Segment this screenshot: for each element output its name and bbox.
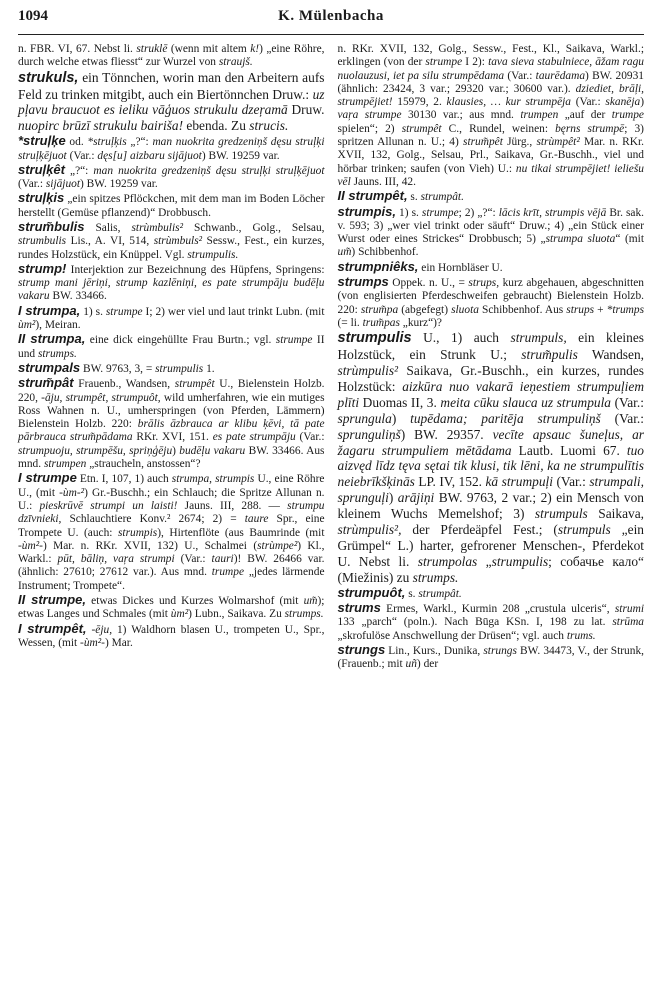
dictionary-entry <box>338 643 645 672</box>
entry-text: (Var.: <box>504 69 536 82</box>
italic-text: strumpulis. <box>187 248 239 261</box>
italic-text: uz pļavu braucuot es ieliku vāģuos strukulu dzeŗamā <box>18 86 325 118</box>
italic-text: taurēdama <box>535 69 586 82</box>
entry-text: Etn. I, 107, 1) auch <box>76 473 172 486</box>
italic-text: strùmpe² <box>257 539 298 552</box>
entry-text: BW. 33466. <box>49 290 107 303</box>
entry-text: „ein spitzes Pflöckchen, mit dem man im Boden Löcher herstellt (Gemüse pflanzend)“ Drobbusch. <box>18 193 325 219</box>
entry-text: U., Bielenstein Holzb. 220, <box>18 378 325 404</box>
entry-text: 15979, 2. <box>392 96 447 109</box>
dictionary-entry <box>338 586 645 601</box>
italic-text: nuopirc brūzī strukulu bairiša! <box>18 118 184 134</box>
running-head: K. Mülenbacha <box>278 8 384 24</box>
italic-text: aizkūra nuo vakarā ieņestiem strumpuļiem plīti <box>337 378 644 410</box>
italic-text: trumpe <box>611 109 644 122</box>
entry-text: ) BW. 29357. <box>400 426 493 442</box>
italic-text: tupēdama; paritēja strumpuliņš <box>410 410 601 426</box>
entry-text: 1) s. <box>80 305 106 318</box>
entry-text: LP. IV, 152. <box>414 474 486 490</box>
entry-text: Nebst li. <box>93 43 137 55</box>
entry-text: „ <box>477 553 492 569</box>
entry-text: wild umherfahren, wie ein mutiges Ross Wahnen n. U., umherspringen (von Pferden, Lämmern) Bielenstein Holzb. 220: <box>18 391 325 431</box>
italic-text: tuo aizvęd līdz tęva sętai tik klusi, tik lēni, ka ne strumpulītis neiebrīkšķinās <box>337 442 644 490</box>
italic-text: strumpe <box>275 334 313 347</box>
entry-text: ) Mar. n. RKr. XVII, 132) U., Schalmei ( <box>42 539 258 552</box>
entry-headword: II strumpêt, <box>337 188 408 204</box>
entry-text: ein kleines Holzstück, ein Strunk U.; <box>337 330 644 363</box>
entry-text: I 2): <box>462 56 489 69</box>
entry-text: n. FBR. VI, 67. <box>18 43 94 55</box>
italic-text: strumpe <box>425 56 463 69</box>
italic-text: dziediet, brāļi, strumpējiet! <box>337 82 645 109</box>
italic-text: arājiņi <box>397 490 435 506</box>
header-rule <box>18 34 644 35</box>
entry-text: 1) Waldhorn blasen U., trompeten U., Spr., Wessen, (mit <box>18 623 325 649</box>
italic-text: -ùm²- <box>18 539 43 552</box>
entry-headword: strukuls, <box>18 69 79 86</box>
italic-text: um̃ <box>337 246 352 259</box>
entry-headword: I strumpêt, <box>18 620 87 636</box>
entry-text: der Pferdeäpfel Fest.; ( <box>401 522 558 538</box>
dictionary-entry <box>18 304 325 333</box>
entry-text: )! BW. 26466 var. (ähnlich: 27610; 27612 var.). Aus mnd. <box>18 553 325 579</box>
dictionary-entry <box>18 262 325 304</box>
italic-text: strumpât. <box>420 191 464 204</box>
entry-text: ) <box>391 410 411 426</box>
entry-text: „ein Grümpel“ L.) harter, gefrorener Menschen-, Pferdekot U. Nebst li. <box>337 522 644 569</box>
italic-text: strups <box>566 303 595 316</box>
entry-text: „straucheln, anstossen“? <box>86 458 201 471</box>
dictionary-entry <box>18 220 325 262</box>
entry-text: (wenn mit altem <box>167 43 251 55</box>
italic-text: struklē <box>136 43 168 55</box>
entry-text: Schibbenhof. Aus <box>478 303 567 316</box>
entry-text: ) <box>388 490 398 506</box>
page-number: 1094 <box>18 8 48 24</box>
italic-text: strumpali, sprunguļi <box>337 474 644 506</box>
italic-text: vaŗa strumpe <box>337 109 402 122</box>
dictionary-entry <box>18 361 325 376</box>
italic-text: strumpis <box>117 526 158 539</box>
italic-text: skanēja <box>605 96 641 109</box>
italic-text: sprungula <box>337 410 392 426</box>
italic-text: strumps. <box>284 608 324 621</box>
entry-text: n. RKr. XVII, 132, Golg., Sessw., Fest., Kl., Saikava, Warkl.; erklingen (von der <box>337 43 644 69</box>
italic-text: trums. <box>566 629 596 642</box>
entry-text: Wandsen, <box>577 347 645 363</box>
italic-text: trumpe <box>211 566 245 579</box>
entry-text: U., eine Röhre U., (mit <box>18 473 325 499</box>
italic-text: strumpu dzīvnieki, <box>18 499 325 526</box>
italic-text: kā strumpuļi <box>485 474 553 490</box>
entry-text: II und <box>18 334 325 360</box>
entry-text: 1. <box>203 362 215 375</box>
entry-text: ); etwas Langes und Schmales (mit <box>18 595 325 621</box>
entry-text: BW. 33466. Aus mnd. <box>18 444 325 471</box>
italic-text: strumpuls, <box>510 330 567 346</box>
italic-text: strùmbuls² <box>153 235 203 248</box>
italic-text: strumpolas <box>417 553 478 569</box>
entry-headword: strum̃pât <box>18 375 74 391</box>
dictionary-entry <box>338 260 645 275</box>
entry-text: (Var.: <box>66 149 98 162</box>
entry-text: Mar. n. RKr. XVII, 132, Golg., Selsau, Prl., Saikava, Gr.-Buschh., viel und hörbar trinken; saufen (von Vieh) U.: <box>337 136 644 175</box>
entry-headword: strump! <box>18 260 67 276</box>
italic-text: strum̃pêt <box>463 136 503 149</box>
italic-text: strumbulis <box>18 235 67 248</box>
entry-text: Saikava, Gr.-Buschh., ein kurzes, rundes Holzstück: <box>337 363 644 394</box>
page-header <box>18 8 644 30</box>
entry-text: ) „eine Röhre, durch welche etwas fliesst“ zur Wurzel von <box>18 43 325 69</box>
entry-headword: strungs <box>337 641 386 657</box>
italic-text: taure <box>244 513 269 526</box>
entry-text: + <box>594 303 607 316</box>
entry-text: ) Kl., Warkl.: <box>18 539 325 566</box>
italic-text: tava sieva stabulniece, āžam ragu nuolauzusi, iet pa silu strumpēdama <box>337 56 645 82</box>
entry-text: ) <box>172 444 180 457</box>
entry-text: Jauns. III, 288. — <box>177 499 288 512</box>
entry-text: spielen“; 2) <box>337 122 402 135</box>
entry-headword: struļķis <box>18 190 65 206</box>
italic-text: k! <box>250 43 260 55</box>
italic-text: sprunguliņš <box>337 426 401 442</box>
entry-text: Jauns. III, 42. <box>350 175 416 188</box>
dictionary-entry <box>18 332 325 361</box>
entry-text: ; собачье кало“ (Miežinis) zu <box>337 553 645 585</box>
dictionary-entry <box>338 330 645 586</box>
italic-text: pūt, bāliņ, vaŗa strumpi <box>57 553 175 566</box>
entry-text: Br. sak. v. 593; 3) „wer viel trinkt oder säuft“ Druw.; 4) „ein Stück einer Wurst oder eines Strickes“ Drobbusch; 5) „ <box>337 206 645 246</box>
italic-text: strùmbulis² <box>131 222 183 234</box>
entry-text: Druw. <box>287 102 325 118</box>
entry-text: ) Mar. <box>104 636 133 649</box>
italic-text: strumpe <box>105 305 143 318</box>
entry-text: „skrofulöse Anschwellung der Drüsen“; vgl. auch <box>337 629 567 642</box>
italic-text: straujš. <box>218 56 253 69</box>
italic-text: strumi <box>614 603 644 616</box>
entry-headword: struļķêt <box>18 161 65 177</box>
entry-text: „jedes lärmende Instrument; Trompete“. <box>18 566 325 592</box>
entry-text: ), Meiran. <box>35 319 81 332</box>
dictionary-entry <box>18 191 325 220</box>
entry-text: Spr., eine Trompete U. (auch: <box>18 513 325 539</box>
entry-text: ), Hirtenflöte (aus Baumrinde (mit <box>157 526 325 539</box>
entry-headword: strums <box>337 600 381 616</box>
entry-text: 1) s. <box>396 206 422 219</box>
italic-text: strumpêt <box>174 378 215 391</box>
entry-headword: strumpis, <box>337 203 397 219</box>
italic-text: *trumps <box>606 303 645 316</box>
italic-text: strump mani jēriņi, strump kazlēniņi, es pate strumpāju budēļu vakaru <box>18 277 325 303</box>
entry-text: Schlauchtiere Konv.² 2674; 2) = <box>61 513 245 526</box>
italic-text: strumpuoju, strumpēšu, spriņģēju <box>18 444 173 457</box>
italic-text: klausies, … kur strumpēja <box>446 96 572 109</box>
italic-text: -ēju, <box>91 623 113 636</box>
italic-text: *struļķis <box>87 136 127 149</box>
dictionary-entry <box>338 189 645 204</box>
two-column-body <box>18 43 644 672</box>
entry-text: (Var.: <box>611 394 644 410</box>
italic-text: strups, <box>468 277 500 290</box>
entry-text: ein Hornbläser U. <box>418 261 503 274</box>
entry-text: Interjektion zur Bezeichnung des Hüpfens, Springens: <box>66 263 325 276</box>
entry-text: Sessw., Fest., ein kurzes, rundes Holzstück, ein Knüppel. Vgl. <box>18 235 325 261</box>
italic-text: tauri <box>211 553 234 566</box>
entry-text: s. <box>405 587 419 600</box>
italic-text: strungs <box>483 644 517 657</box>
italic-text: -āju, strumpêt, strumpuôt, <box>41 391 161 404</box>
entry-text: od. <box>65 136 88 149</box>
italic-text: man nuokrita gredzeniņš dęsu struļķi struļķējuot <box>18 136 325 162</box>
entry-text: ) BW. 19259 var. <box>201 149 280 162</box>
entry-text: BW. 34473, V., der Strunk, (Frauenb.; mit <box>337 644 644 671</box>
italic-text: dęs[u] aizbaru sijājuot <box>97 149 202 162</box>
entry-text: Frauenb., Wandsen, <box>73 378 175 391</box>
dictionary-entry <box>18 622 325 651</box>
entry-text: (Var.: <box>18 178 46 191</box>
entry-text: s. <box>407 191 421 204</box>
entry-headword: strumpniêks, <box>337 258 419 274</box>
italic-text: sijājuot <box>45 178 81 191</box>
dictionary-entry <box>18 43 325 70</box>
italic-text: pieskrūvē strumpi un laisti! <box>39 499 178 512</box>
entry-text: kurz abgehauen, abgeschnitten (von englisierten Pferdeschweifen gebraucht) Bielenstein Holzb. 220: <box>337 277 644 316</box>
italic-text: nu tikai strumpējiet! ieliešu vēl <box>337 162 644 188</box>
entry-text: ) BW. 20931 (ähnlich: 23424, 3 var.; 29320 var.; 30600 var.). <box>337 69 644 95</box>
italic-text: strumpa sluota <box>545 233 616 246</box>
italic-text: man nuokrita gredzeniņš dęsu struļķi struļķējuot <box>93 164 325 177</box>
entry-text: Jürg., <box>502 136 537 149</box>
italic-text: strumpât. <box>418 587 462 600</box>
entry-text: (Var.: <box>600 410 644 426</box>
italic-text: strumpe <box>421 206 459 219</box>
entry-headword: II strumpa, <box>18 331 86 347</box>
entry-text: (Var.: <box>174 553 212 566</box>
entry-text: U., 1) auch <box>411 330 511 346</box>
entry-text: Lin., Kurs., Dunika, <box>385 644 484 657</box>
entry-text: ) BW. 19259 var. <box>80 178 158 191</box>
italic-text: -ùm²- <box>80 636 105 649</box>
entry-text: „kurz“)? <box>399 316 442 329</box>
entry-headword: II strumpe, <box>18 592 87 608</box>
entry-text: ein Tönnchen, worin man den Arbeitern aufs Feld zu trinken mitgibt, auch ein Biertönnchen Druw.: <box>18 69 325 102</box>
italic-text: strumps. <box>412 569 459 585</box>
entry-text: Zu <box>231 118 250 134</box>
italic-text: bęrns strumpē <box>555 122 625 135</box>
entry-headword: strumpals <box>18 359 81 375</box>
italic-text: strùmpêt² <box>536 136 580 149</box>
right-column <box>338 43 645 672</box>
italic-text: strum̃pa <box>360 303 399 316</box>
dictionary-entry <box>18 70 325 135</box>
entry-headword: *struļķe <box>18 133 66 149</box>
entry-text: „?“: <box>126 136 153 149</box>
italic-text: vecīte apsauc šuneļus, ar žagaru strumpuliem mētādama <box>337 426 645 458</box>
entry-text: 30130 var.; aus mnd. <box>401 109 521 122</box>
entry-text: ; 2) „?“: <box>458 206 499 219</box>
entry-headword: strumpuôt, <box>337 584 406 600</box>
italic-text: um̃ <box>303 595 318 608</box>
entry-text: ) Lubn., Saikava. Zu <box>188 608 285 621</box>
entry-text: BW. 9763, 2 var.; 2) ein Mensch von kleinem Wuchs Memelshof; 3) <box>337 490 644 522</box>
entry-text: (= li. <box>337 316 363 329</box>
entry-text: eine dick eingehüllte Frau Burtn.; vgl. <box>85 334 276 347</box>
italic-text: trumpen <box>520 109 559 122</box>
entry-headword: I strumpe <box>18 470 77 486</box>
dictionary-entry <box>338 205 645 260</box>
entry-text: C., Rundel, weinen: <box>441 122 556 135</box>
dictionary-entry <box>338 601 645 643</box>
entry-text: Schwanb., Golg., Selsau, <box>183 222 325 234</box>
entry-text: „?“: <box>64 164 94 177</box>
entry-text: (Var.: <box>571 96 606 109</box>
entry-headword: strum̃bulis <box>18 219 85 234</box>
entry-headword: strumps <box>337 274 389 290</box>
entry-text: 133 „parch“ (poln.). Nach Būga KSn. I, 198 zu lat. <box>337 616 613 629</box>
entry-text: Saikava, <box>587 506 645 522</box>
entry-text: (Var.: <box>295 431 325 444</box>
italic-text: strum̃pulis <box>521 347 578 363</box>
entry-headword: I strumpa, <box>18 302 81 318</box>
dictionary-entry <box>338 43 645 189</box>
entry-text: „auf der <box>558 109 612 122</box>
entry-text: Ermes, Warkl., Kurmin 208 „crustula ulceris“, <box>380 603 615 616</box>
italic-text: strumps. <box>37 347 77 360</box>
italic-text: lācis krīt, strumpis vējā <box>498 206 607 219</box>
entry-text: ) Schibbenhof. <box>351 246 419 259</box>
dictionary-entry <box>18 376 325 471</box>
entry-text: Lis., A. VI, 514, <box>66 235 154 248</box>
italic-text: strumpuls <box>534 506 588 522</box>
italic-text: strucis. <box>249 118 289 134</box>
entry-text: (Var.: <box>552 474 590 490</box>
entry-text: ) der <box>416 658 439 671</box>
italic-text: ùm² <box>18 319 36 332</box>
dictionary-entry <box>18 163 325 192</box>
italic-text: budēļu vakaru <box>179 444 246 457</box>
entry-text: (abgefegt) <box>398 303 452 316</box>
entry-text: “ (mit <box>615 233 644 246</box>
italic-text: ùm² <box>170 608 189 621</box>
italic-text: strùmpulis², <box>337 522 402 538</box>
entry-text: ebenda. <box>183 118 232 134</box>
entry-text: ) Gr.-Buschh.; ein Schlauch; die Spritze Allunan n. U.: <box>18 486 325 512</box>
italic-text: uñ <box>405 658 417 671</box>
dictionary-entry <box>18 134 325 163</box>
italic-text: strùmpulis² <box>337 363 399 379</box>
italic-text: strumpulis <box>155 362 204 375</box>
italic-text: -ùm-² <box>59 486 85 499</box>
dictionary-entry <box>338 275 645 330</box>
italic-text: brālis āzbrauca ar klibu ķēvi, tā pate pārbrauca strum̃pādama <box>18 418 325 444</box>
entry-text: ; 3) spritzen Allunan n. U.; 4) <box>337 122 644 149</box>
italic-text: trum̃pas <box>362 316 400 329</box>
italic-text: es pate strumpāju <box>212 431 296 444</box>
italic-text: meita cūku slauca uz strumpula <box>440 394 611 410</box>
entry-text: etwas Dickes und Kurzes Wolmarshof (mit <box>86 595 304 608</box>
italic-text: sluota <box>451 303 479 316</box>
italic-text: strumpuls <box>557 522 611 538</box>
entry-text: BW. 9763, 3, = <box>80 362 156 375</box>
dictionary-entry <box>18 471 325 593</box>
entry-headword: strumpulis <box>337 330 412 347</box>
italic-text: strūma <box>612 616 644 629</box>
left-column <box>18 43 325 672</box>
dictionary-entry <box>18 593 325 622</box>
entry-text: Salis, <box>84 222 132 234</box>
italic-text: strumpêt <box>401 122 442 135</box>
italic-text: strumpa, strumpis <box>171 473 255 486</box>
italic-text: strumpulis <box>491 553 549 569</box>
italic-text: strumpen <box>43 458 87 471</box>
entry-text: I; 2) wer viel und laut trinkt Lubn. (mit <box>142 305 325 318</box>
entry-text: Oppek. n. U., = <box>388 277 469 290</box>
entry-text: RKr. XVI, 151. <box>132 431 213 444</box>
entry-text: ) <box>640 96 644 109</box>
entry-text: Lautb. Luomi 67. <box>511 442 627 458</box>
entry-text: Duomas II, 3. <box>359 394 441 410</box>
